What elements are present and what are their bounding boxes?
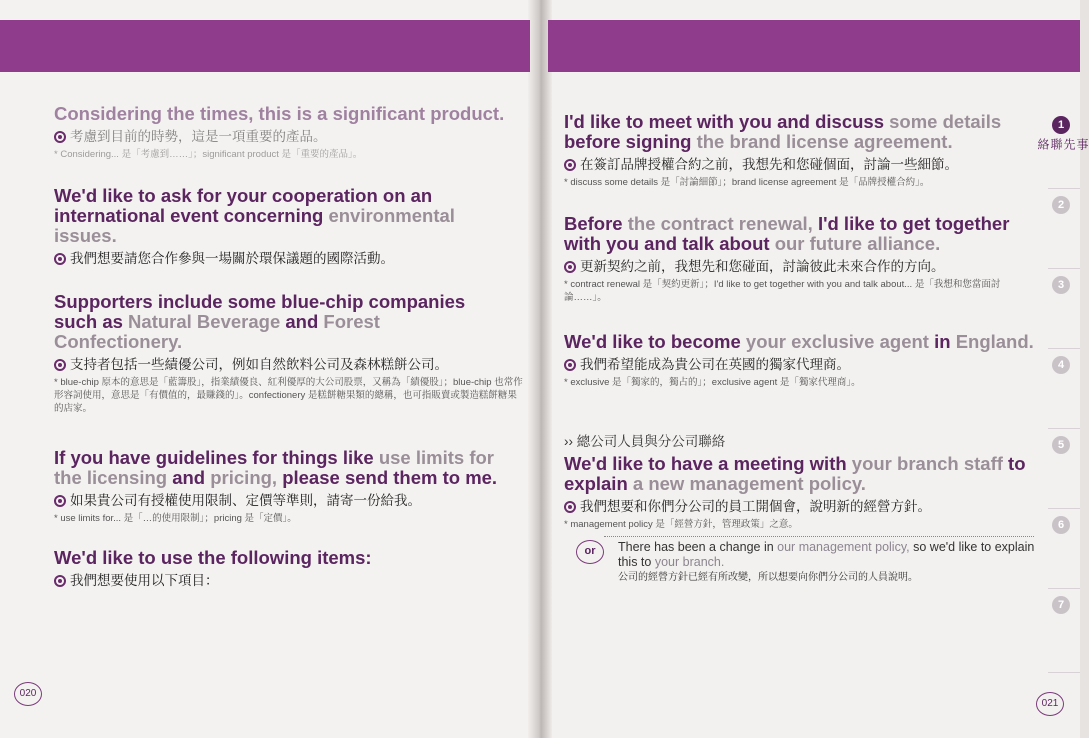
bullet-icon [564, 501, 576, 513]
phrase-en-light-2: Forest Confectionery. [54, 311, 380, 352]
phrase-note: * use limits for... 是「…的使用限制」；pricing 是「定價」。 [54, 513, 297, 524]
phrase-note: * contract renewal 是「契約更新」；I'd like to get together with you and talk about... 是「我想和您當面討論……」。 [564, 279, 1001, 303]
phrase-zh: 我們想要和你們分公司的員工開個會，說明新的經營方針。 [580, 499, 931, 514]
bullet-icon [54, 359, 66, 371]
phrase-en: We'd like to ask for your cooperation on an international event concerning [54, 185, 433, 226]
phrase-en: We'd like to have a meeting with [564, 453, 847, 474]
phrase-supporters [54, 291, 523, 415]
bullet-icon [54, 495, 66, 507]
book-gutter [528, 0, 552, 738]
chapter-number: 1 [1052, 116, 1070, 134]
phrase-branch-meeting [564, 454, 1034, 531]
bullet-icon [564, 261, 576, 273]
header-band-right [548, 20, 1080, 72]
header-band-left [0, 20, 530, 72]
phrase-en-2: in [934, 331, 951, 352]
phrase-zh: 在簽訂品牌授權合約之前，我想先和您碰個面，討論一些細節。 [580, 157, 958, 172]
phrase-en: We'd like to use the following items: [54, 547, 372, 568]
phrase-contract-renewal [564, 214, 1034, 304]
chapter-label: 事先聯絡 [1036, 138, 1089, 150]
page-number-left: 020 [14, 682, 42, 706]
phrase-en-light-2: our future alliance. [774, 233, 941, 254]
chapter-number: 7 [1052, 596, 1070, 614]
chapter-number: 6 [1052, 516, 1070, 534]
phrase-en: I'd like to meet with you and discuss [564, 111, 884, 132]
phrase-en-2: before signing [564, 131, 692, 152]
phrase-en-light-2: a new management policy. [632, 473, 866, 494]
bullet-icon [54, 253, 66, 265]
phrase-en: If you have guidelines for things like [54, 447, 374, 468]
chapter-tabs [1036, 100, 1089, 690]
tab-divider [1048, 588, 1080, 589]
phrase-zh: 如果貴公司有授權使用限制、定價等準則，請寄一份給我。 [70, 493, 421, 508]
phrase-note: * Considering... 是「考慮到……」；significant product 是「重要的產品」。 [54, 149, 363, 160]
phrase-en: Supporters include some blue-chip companies such as [54, 291, 466, 332]
phrase-en-light: the contract renewal, [627, 213, 813, 234]
phrase-zh: 支持者包括一些績優公司，例如自然飲料公司及森林糕餅公司。 [70, 357, 448, 372]
dotted-divider [604, 536, 1034, 537]
phrase-en: Considering the times, this is a significant product. [54, 103, 505, 124]
or-zh: 公司的經營方針已經有所改變，所以想要向你們分公司的人員說明。 [618, 572, 918, 583]
phrase-en-light: some details [889, 111, 1002, 132]
or-badge: or [576, 540, 604, 564]
or-en-light-2: your branch. [654, 555, 725, 569]
or-en-light: our management policy, [777, 540, 910, 554]
phrase-zh: 我們希望能成為貴公司在英國的獨家代理商。 [580, 357, 850, 372]
bullet-icon [54, 575, 66, 587]
chapter-number: 2 [1052, 196, 1070, 214]
phrase-zh: 我們想要使用以下項目： [70, 573, 219, 588]
phrase-en-light: your exclusive agent [745, 331, 929, 352]
phrase-note: * discuss some details 是「討論細節」；brand license agreement 是「品牌授權合約」。 [564, 177, 930, 188]
or-en-2: so we'd like to explain this to [618, 540, 1035, 569]
chapter-number: 5 [1052, 436, 1070, 454]
phrase-note: * management policy 是「經營方針，管理政策」之意。 [564, 519, 798, 530]
phrase-cooperation [54, 186, 494, 268]
bullet-icon [564, 359, 576, 371]
phrase-guidelines [54, 448, 514, 525]
phrase-en-and: and [285, 311, 319, 332]
tab-divider [1048, 268, 1080, 269]
tab-divider [1048, 428, 1080, 429]
phrase-following-items [54, 548, 514, 590]
phrase-zh: 更新契約之前，我想先和您碰面，討論彼此未來合作的方向。 [580, 259, 945, 274]
or-en: There has been a change in [618, 540, 774, 554]
tab-divider [1048, 348, 1080, 349]
tab-divider [1048, 188, 1080, 189]
chapter-number: 3 [1052, 276, 1070, 294]
phrase-en-light: Natural Beverage [128, 311, 281, 332]
phrase-en-light: environmental issues. [54, 205, 455, 246]
phrase-exclusive-agent [564, 332, 1034, 389]
page-number-right: 021 [1036, 692, 1064, 716]
phrase-en-light-2: England. [955, 331, 1034, 352]
phrase-en: Before [564, 213, 623, 234]
phrase-en-light: your branch staff [851, 453, 1003, 474]
phrase-en-light-2: pricing, [210, 467, 278, 488]
phrase-en-light: use limits for the licensing [54, 447, 494, 488]
phrase-en-light-2: the brand license agreement. [696, 131, 953, 152]
phrase-note: * exclusive 是「獨家的，獨占的」；exclusive agent 是「獨家代理商」。 [564, 377, 861, 388]
phrase-note: * blue-chip 原本的意思是「藍籌股」，指業績優良、紅利優厚的大公司股票，又稱為「績優股」；blue-chip 也常作形容詞使用，意思是「有價值的，最賺錢的」。confectionery 是糕餅糖果類的總稱，也可指販賣或製造糕餅糖果的店家。 [54, 377, 523, 414]
bullet-icon [564, 159, 576, 171]
bullet-icon [54, 131, 66, 143]
phrase-en: We'd like to become [564, 331, 741, 352]
phrase-zh: 考慮到目前的時勢，這是一項重要的產品。 [70, 129, 327, 144]
phrase-considering-times [54, 104, 524, 161]
phrase-en-2: to explain [564, 453, 1026, 494]
tab-divider [1048, 508, 1080, 509]
phrase-meet-discuss [564, 112, 1024, 189]
phrase-en-and: and [172, 467, 206, 488]
tab-divider [1048, 672, 1080, 673]
phrase-zh: 我們想要請您合作參與一場關於環保議題的國際活動。 [70, 251, 394, 266]
phrase-en-2: I'd like to get together with you and talk about [564, 213, 1010, 254]
chapter-number: 4 [1052, 356, 1070, 374]
phrase-en-tail: please send them to me. [282, 467, 498, 488]
section-heading: ›› 總公司人員與分公司聯絡 [564, 434, 726, 449]
